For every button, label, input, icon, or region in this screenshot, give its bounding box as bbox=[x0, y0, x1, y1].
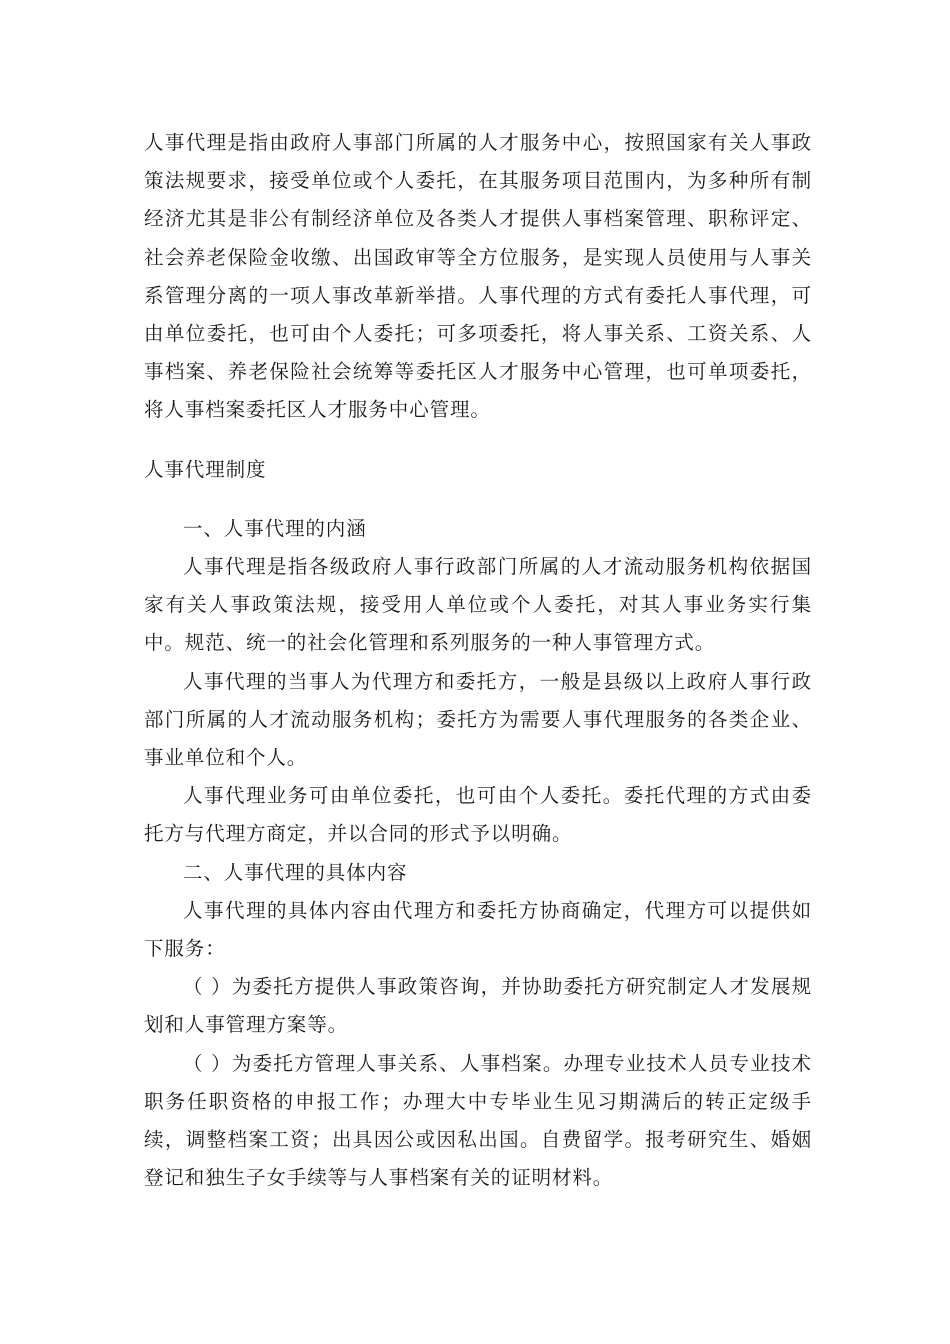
document-title: 人事代理制度 bbox=[144, 457, 267, 481]
section1-paragraph-1: 人事代理是指各级政府人事行政部门所属的人才流动服务机构依据国家有关人事政策法规，接受用人单位或个人委托，对其人事业务实行集中。规范、统一的社会化管理和系列服务的一种人事管理方式。 bbox=[144, 555, 812, 655]
section1-paragraph-3: 人事代理业务可由单位委托，也可由个人委托。委托代理的方式由委托方与代理方商定，并以合同的形式予以明确。 bbox=[144, 784, 812, 846]
document-page bbox=[144, 124, 812, 1197]
section1-paragraph-2: 人事代理的当事人为代理方和委托方，一般是县级以上政府人事行政部门所属的人才流动服务机构；委托方为需要人事代理服务的各类企业、事业单位和个人。 bbox=[144, 669, 812, 770]
section2-list-item-1: （ ）为委托方提供人事政策咨询，并协助委托方研究制定人才发展规划和人事管理方案等。 bbox=[144, 975, 812, 1037]
intro-paragraph: 人事代理是指由政府人事部门所属的人才服务中心，按照国家有关人事政策法规要求，接受单位或个人委托，在其服务项目范围内，为多种所有制经济尤其是非公有制经济单位及各类人才提供人事档案管理、职称评定、社会养老保险金收缴、出国政审等全方位服务，是实现人员使用与人事关系管理分离的一项人事改革新举措。人事代理的方式有委托人事代理，可由单位委托，也可由个人委托；可多项委托，将人事关系、工资关系、人事档案、养老保险社会统筹等委托区人才服务中心管理，也可单项委托，将人事档案委托区人才服务中心管理。 bbox=[144, 131, 812, 422]
section1-heading: 一、人事代理的内涵 bbox=[183, 516, 367, 540]
section2-paragraph-1: 人事代理的具体内容由代理方和委托方协商确定，代理方可以提供如下服务： bbox=[144, 898, 812, 961]
section2-heading: 二、人事代理的具体内容 bbox=[183, 860, 408, 884]
section2-list-item-2: （ ）为委托方管理人事关系、人事档案。办理专业技术人员专业技术职务任职资格的申报工作；办理大中专毕业生见习期满后的转正定级手续，调整档案工资；出具因公或因私出国。自费留学。报考研究生、婚姻登记和独生子女手续等与人事档案有关的证明材料。 bbox=[144, 1051, 812, 1190]
